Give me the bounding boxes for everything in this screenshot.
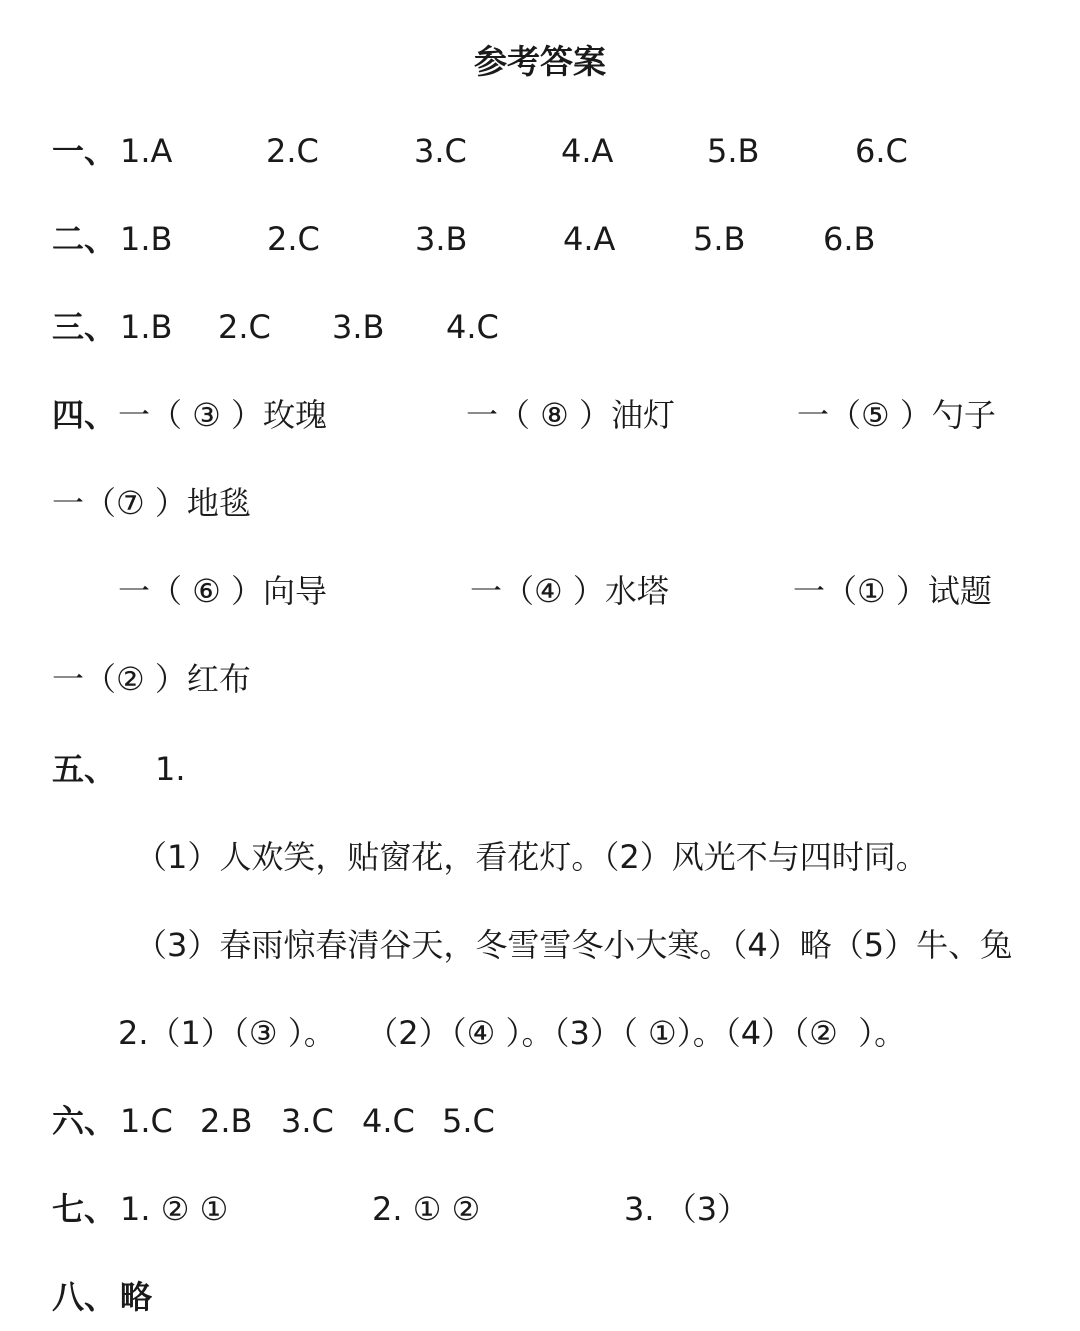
answer-item: 一（④ ）水塔: [470, 572, 669, 610]
answer-item: 3.B: [332, 308, 385, 346]
answer-item: 1.: [155, 750, 186, 788]
answer-item: 1.B: [120, 308, 173, 346]
answer-line: （1）人欢笑，贴窗花，看花灯。（2）风光不与四时同。: [135, 838, 928, 876]
answer-item: 4.A: [563, 220, 616, 258]
answer-item: 一（② ）红布: [52, 660, 251, 698]
answer-item: 1.C: [120, 1102, 173, 1140]
answer-item: 6.B: [823, 220, 876, 258]
answer-item: 2.C: [267, 220, 320, 258]
section-8-label: 八、: [52, 1278, 117, 1316]
answer-item: 3. （3）: [624, 1190, 750, 1228]
answer-item: 3.B: [415, 220, 468, 258]
answer-item: 2.C: [266, 132, 319, 170]
answer-item: 一（⑤ ）勺子: [797, 396, 996, 434]
answer-item: 略: [120, 1278, 153, 1316]
answer-item: 3.C: [414, 132, 467, 170]
answer-item: 5.B: [707, 132, 760, 170]
answer-item: 1.B: [120, 220, 173, 258]
section-4-label: 四、: [52, 396, 117, 434]
page-title: 参考答案: [474, 42, 606, 81]
answer-item: 一（① ）试题: [793, 572, 992, 610]
answer-item: 6.C: [855, 132, 908, 170]
answer-item: 一（ ⑥ ）向导: [118, 572, 328, 610]
section-7-label: 七、: [52, 1190, 117, 1228]
section-6-label: 六、: [52, 1102, 117, 1140]
answer-item: 4.C: [362, 1102, 415, 1140]
section-1-label: 一、: [52, 132, 117, 170]
answer-item: 一（ ⑧ ）油灯: [466, 396, 676, 434]
answer-item: 3.C: [281, 1102, 334, 1140]
answer-item: 2. ① ②: [372, 1190, 481, 1228]
answer-item: 一（⑦ ）地毯: [52, 484, 251, 522]
answer-item: 一（ ③ ）玫瑰: [118, 396, 328, 434]
answer-item: 2.C: [218, 308, 271, 346]
answer-line: （3）春雨惊春清谷天，冬雪雪冬小大寒。（4）略（5）牛、兔: [135, 926, 1013, 964]
answer-item: 5.B: [693, 220, 746, 258]
answer-item: 2.B: [200, 1102, 253, 1140]
section-3-label: 三、: [52, 308, 117, 346]
answer-item: 4.C: [446, 308, 499, 346]
answer-line: 2.（1）（③ ）。 （2）（④ ）。（3）（ ①）。（4）（② ）。: [118, 1014, 907, 1052]
answer-item: 1. ② ①: [120, 1190, 229, 1228]
answer-item: 5.C: [442, 1102, 495, 1140]
section-2-label: 二、: [52, 220, 117, 258]
answer-item: 4.A: [561, 132, 614, 170]
answer-item: 1.A: [120, 132, 173, 170]
section-5-label: 五、: [52, 750, 117, 788]
